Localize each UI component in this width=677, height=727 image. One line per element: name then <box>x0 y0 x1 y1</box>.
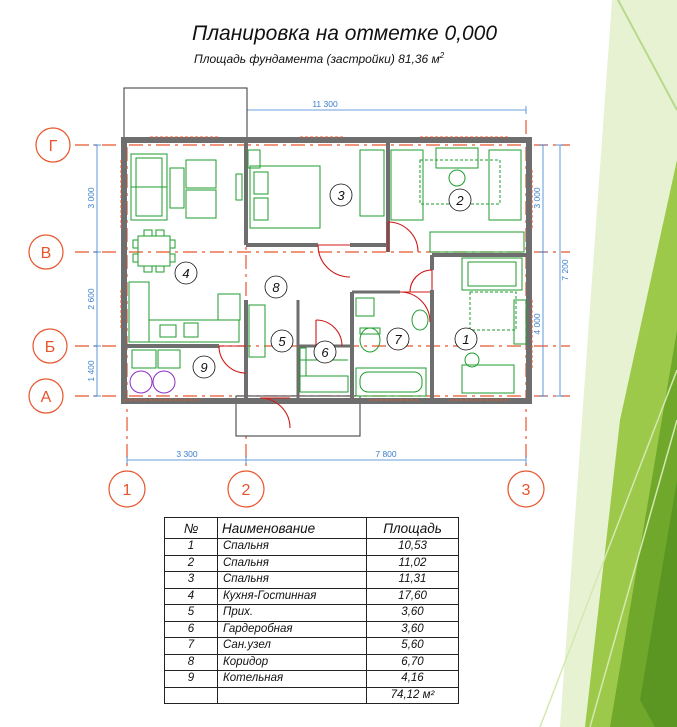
svg-text:Г: Г <box>48 138 58 155</box>
svg-text:1: 1 <box>122 482 132 499</box>
boilers <box>130 371 175 393</box>
table-row: 3 Спальня 11,31 <box>165 572 459 589</box>
header-area: Площадь <box>367 518 459 539</box>
table-row: 1 Спальня 10,53 <box>165 539 459 556</box>
svg-text:А: А <box>40 389 52 406</box>
axis-bubble-b <box>33 329 67 363</box>
dim-bottom-2: 7 800 <box>375 449 397 459</box>
svg-text:2: 2 <box>456 193 464 208</box>
dim-top-overall: 11 300 <box>312 99 338 109</box>
room-marker-9 <box>193 356 215 378</box>
svg-text:9: 9 <box>200 360 208 375</box>
table-row: 7 Сан.узел 5,60 <box>165 638 459 655</box>
dim-left-2: 2 600 <box>86 288 96 310</box>
svg-text:Б: Б <box>44 339 56 356</box>
table-header-row <box>165 518 459 539</box>
room-marker-5 <box>271 330 293 352</box>
header-num: № <box>165 518 218 539</box>
axis-bubble-a <box>29 379 63 413</box>
table-row: 5 Прих. 3,60 <box>165 605 459 622</box>
room-marker-3 <box>330 184 352 206</box>
svg-text:1: 1 <box>462 332 470 347</box>
room-marker-2 <box>449 189 471 211</box>
room-marker-7 <box>387 328 409 350</box>
svg-text:7: 7 <box>394 332 402 347</box>
svg-text:2: 2 <box>241 482 251 499</box>
dim-left-1: 3 000 <box>86 187 96 209</box>
home-icon <box>8 693 26 711</box>
table-row: 4 Кухня-Гостинная 17,60 <box>165 588 459 605</box>
dim-right-2: 4 000 <box>532 313 542 335</box>
room-marker-1 <box>455 328 477 350</box>
header-name: Наименование <box>218 518 367 539</box>
dim-right-1: 3 000 <box>532 187 542 209</box>
watermark-text: Домклик <box>28 692 88 709</box>
room-marker-6 <box>314 341 336 363</box>
total-area: 74,12 м² <box>367 687 459 704</box>
svg-text:В: В <box>40 245 52 262</box>
table-row: 6 Гардеробная 3,60 <box>165 621 459 638</box>
dim-bottom-1: 3 300 <box>176 449 198 459</box>
svg-text:6: 6 <box>321 345 329 360</box>
svg-text:8: 8 <box>272 280 280 295</box>
axis-bubble-2 <box>228 471 264 507</box>
axis-bubble-g <box>36 128 70 162</box>
svg-text:4: 4 <box>182 266 190 281</box>
svg-text:3: 3 <box>337 188 345 203</box>
room-schedule-table <box>164 517 459 704</box>
svg-text:3: 3 <box>521 482 531 499</box>
table-row: 9 Котельная 4,16 <box>165 671 459 688</box>
axis-bubble-v <box>29 235 63 269</box>
page-subtitle: Площадь фундамента (застройки) 81,36 $м^2$ <box>194 51 445 66</box>
room-marker-8 <box>265 276 287 298</box>
table-row: 8 Коридор 6,70 <box>165 654 459 671</box>
room-marker-4 <box>175 262 197 284</box>
axis-bubble-1 <box>109 471 145 507</box>
wardrobe-hatch <box>420 160 516 330</box>
svg-text:5: 5 <box>278 334 286 349</box>
dim-left-3: 1 400 <box>86 360 96 382</box>
dim-right-overall: 7 200 <box>560 259 570 281</box>
axis-bubble-3 <box>508 471 544 507</box>
table-total-row <box>165 687 459 704</box>
table-row: 2 Спальня 11,02 <box>165 555 459 572</box>
page-title: Планировка на отметке 0,000 <box>192 22 498 45</box>
